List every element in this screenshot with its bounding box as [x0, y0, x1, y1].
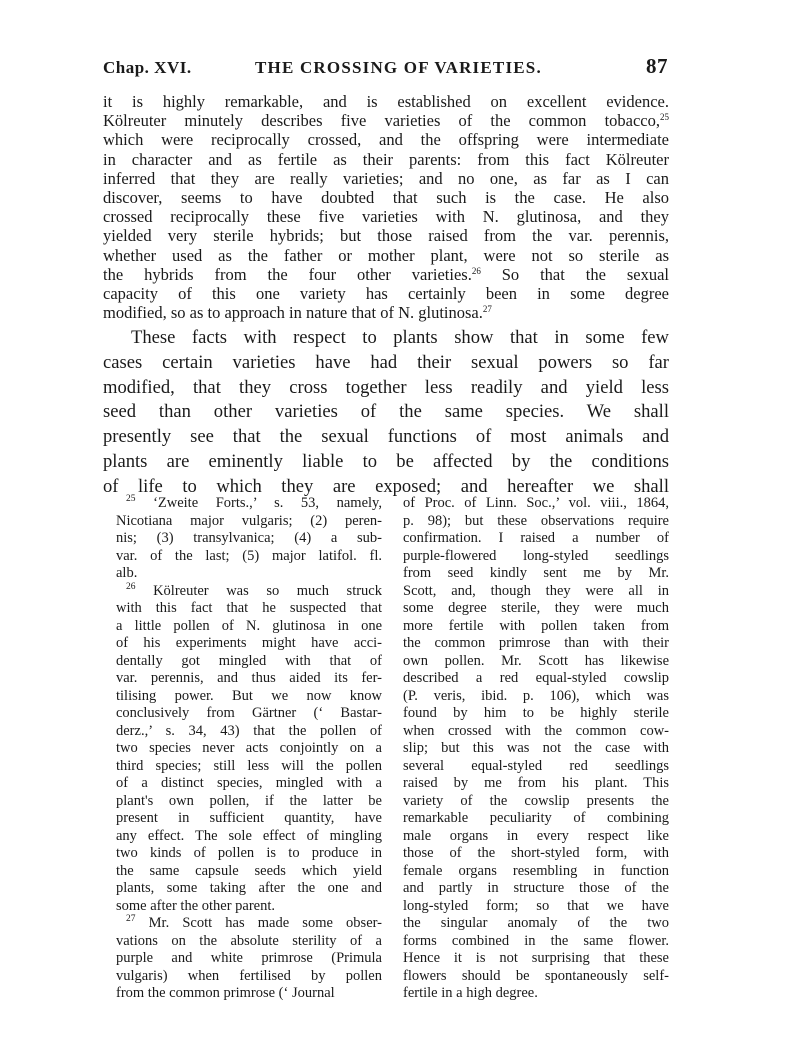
footnote-text: dentally got mingled with that of: [116, 652, 382, 669]
footnote-number: 25: [126, 494, 136, 504]
text-line: it is highly remarkable, and is established on excellent evidence.: [103, 92, 669, 111]
footnote-line: when crossed with the common cow-: [403, 722, 669, 739]
footnote-line: [116, 530, 382, 548]
footnote-line: [116, 513, 382, 531]
footnote-line: [116, 758, 382, 776]
text-line: capacity of this one variety has certainly been in some degree: [103, 284, 669, 304]
footnote-line: long-styled form; so that we have: [403, 897, 669, 914]
footnote-line: those of the short-styled form, with: [403, 845, 669, 861]
footnote-line: fertile in a high degree.: [403, 985, 538, 1001]
body-paragraph-2: [103, 326, 669, 500]
footnote-text: plants, some taking after the one and: [116, 880, 382, 896]
footnote-line: slip; but this was not the case with: [403, 740, 669, 756]
footnote-text: tilising power. But we now know: [116, 687, 382, 704]
text-line: whether used as the father or mother plant, were not so sterile as: [103, 245, 669, 265]
text-line: These facts with respect to plants show that in some few: [131, 327, 669, 348]
footnote-text: the same capsule seeds which yield: [116, 862, 382, 879]
footnote-number: 26: [126, 581, 136, 592]
footnote-line: several equal-styled red seedlings: [403, 757, 669, 774]
text-line: seed than other varieties of the same species. We shall: [103, 401, 669, 423]
footnotes-right-column: [403, 495, 669, 1003]
footnote-line: [116, 635, 382, 653]
text-line: crossed reciprocally these five varieties with N. glutinosa, and they: [103, 207, 669, 227]
footnote-text: vations on the absolute sterility of a: [116, 932, 382, 949]
footnote-line: [116, 845, 382, 863]
footnote-line: some degree sterile, they were much: [403, 600, 669, 616]
footnote-text: derz.,’ s. 34, 43) that the pollen of: [116, 722, 382, 739]
footnote-line: [116, 548, 382, 566]
footnote-line: [116, 688, 382, 706]
footnote-text: vulgaris) when fertilised by pollen: [116, 967, 382, 984]
footnote-line: and partly in structure those of the: [403, 880, 669, 896]
footnote-line: p. 98); but these observations require: [403, 512, 669, 529]
footnote-text: Mr. Scott has made some obser-: [135, 915, 382, 931]
text-line: in character and as fertile as their parents: from this fact Kölreuter: [103, 149, 669, 169]
footnote-start-line: [116, 583, 382, 601]
footnote-line: confirmation. I raised a number of: [403, 530, 669, 546]
chapter-label: Chap. XVI.: [103, 58, 192, 77]
running-title: THE CROSSING OF VARIETIES.: [255, 58, 542, 77]
footnote-line: own pollen. Mr. Scott has likewise: [403, 652, 669, 669]
footnote-line: [116, 950, 382, 968]
text-line: the hybrids from the four other varieties.$^{26}$ So that the sexual: [103, 264, 669, 284]
footnote-line: [116, 565, 382, 583]
footnotes-left-column: [116, 495, 382, 1003]
text-line: of life to which they are exposed; and hereafter we shall: [103, 475, 669, 497]
footnote-line: the common primrose than with their: [403, 635, 669, 651]
footnote-line: [116, 740, 382, 758]
footnote-text: Kölreuter was so much struck: [135, 582, 382, 599]
body-paragraph-1: [103, 92, 669, 322]
text-line: modified, so as to approach in nature that of N. glutinosa.$^{27}$: [103, 303, 492, 323]
footnote-line: [116, 670, 382, 688]
footnote-text: var. of the last; (5) major latifol. fl.: [116, 547, 382, 564]
footnote-line: Scott, and, though they were all in: [403, 582, 669, 599]
footnote-line: female organs resembling in function: [403, 862, 669, 879]
footnote-line: more fertile with pollen taken from: [403, 617, 669, 634]
footnote-text: with this fact that he suspected that: [116, 600, 382, 616]
footnote-line: [116, 968, 382, 986]
footnote-line: [116, 985, 382, 1003]
page-number: 87: [646, 54, 668, 78]
footnote-line: [116, 723, 382, 741]
footnote-text: present in sufficient quantity, have: [116, 810, 382, 826]
footnote-line: the singular anomaly of the two: [403, 915, 669, 931]
text-line: which were reciprocally crossed, and the offspring were intermediate: [103, 130, 669, 150]
footnote-text: Nicotiana major vulgaris; (2) peren-: [116, 512, 382, 529]
footnote-line: [116, 600, 382, 618]
text-line: Kölreuter minutely describes five varieties of the common tobacco,$^{25}$: [103, 111, 669, 131]
footnote-start-line: [116, 915, 382, 933]
footnote-start-line: [116, 495, 382, 513]
footnote-line: [116, 863, 382, 881]
footnote-line: Hence it is not surprising that these: [403, 950, 669, 966]
footnote-line: remarkable peculiarity of combining: [403, 810, 669, 826]
footnote-line: described a red equal-styled cowslip: [403, 670, 669, 686]
footnote-text: nis; (3) transylvanica; (4) a sub-: [116, 530, 382, 546]
text-line: discover, seems to have doubted that such is the case. He also: [103, 188, 669, 208]
footnote-line: purple-flowered long-styled seedlings: [403, 547, 669, 564]
footnote-line: [116, 618, 382, 636]
footnote-text: two kinds of pollen is to produce in: [116, 845, 382, 861]
footnote-text: alb.: [116, 565, 138, 581]
footnote-line: found by him to be highly sterile: [403, 705, 669, 721]
footnote-text: a little pollen of N. glutinosa in one: [116, 617, 382, 634]
footnote-text: any effect. The sole effect of mingling: [116, 827, 382, 844]
footnote-text: var. perennis, and thus aided its fer-: [116, 670, 382, 686]
footnote-line: raised by me from his plant. This: [403, 775, 669, 791]
footnote-mark: 26: [471, 265, 481, 276]
footnote-line: (P. veris, ibid. p. 106), which was: [403, 687, 669, 704]
footnote-mark: 27: [482, 304, 492, 315]
footnote-line: [116, 828, 382, 846]
footnote-line: from seed kindly sent me by Mr.: [403, 565, 669, 581]
text-line: modified, that they cross together less readily and yield less: [103, 376, 669, 398]
footnote-text: plant's own pollen, if the latter be: [116, 792, 382, 809]
footnote-line: [116, 653, 382, 671]
footnote-line: variety of the cowslip presents the: [403, 792, 669, 809]
footnote-line: [116, 793, 382, 811]
text-line: cases certain varieties have had their sexual powers so far: [103, 351, 669, 373]
footnote-line: male organs in every respect like: [403, 827, 669, 844]
footnote-text: third species; still less will the pollen: [116, 757, 382, 774]
footnote-line: [116, 898, 382, 916]
footnote-line: [116, 933, 382, 951]
footnote-line: flowers should be spontaneously self-: [403, 967, 669, 984]
footnote-line: [116, 775, 382, 793]
text-line: presently see that the sexual functions of most animals and: [103, 426, 669, 448]
footnote-mark: 25: [660, 112, 669, 123]
text-line: yielded very sterile hybrids; but those raised from the var. perennis,: [103, 226, 669, 246]
text-line: plants are eminently liable to be affected by the conditions: [103, 450, 669, 472]
footnote-line: forms combined in the same flower.: [403, 932, 669, 949]
footnote-line: [116, 810, 382, 828]
footnote-text: from the common primrose (‘ Journal: [116, 985, 335, 1001]
footnote-text: of his experiments might have acci-: [116, 635, 382, 651]
text-line: inferred that they are really varieties; and no one, as far as I can: [103, 168, 669, 188]
footnote-text: two species never acts conjointly on a: [116, 740, 382, 756]
footnote-line: [116, 705, 382, 723]
footnote-text: purple and white primrose (Primula: [116, 950, 382, 966]
running-header: [103, 54, 668, 84]
footnote-line: of Proc. of Linn. Soc.,’ vol. viii., 1864,: [403, 495, 669, 511]
footnote-line: [116, 880, 382, 898]
footnote-text: some after the other parent.: [116, 897, 276, 914]
footnote-text: ‘Zweite Forts.,’ s. 53, namely,: [135, 495, 382, 511]
footnote-text: conclusively from Gärtner (‘ Bastar-: [116, 705, 382, 721]
footnote-number: 27: [126, 914, 136, 924]
footnote-text: of a distinct species, mingled with a: [116, 775, 382, 791]
